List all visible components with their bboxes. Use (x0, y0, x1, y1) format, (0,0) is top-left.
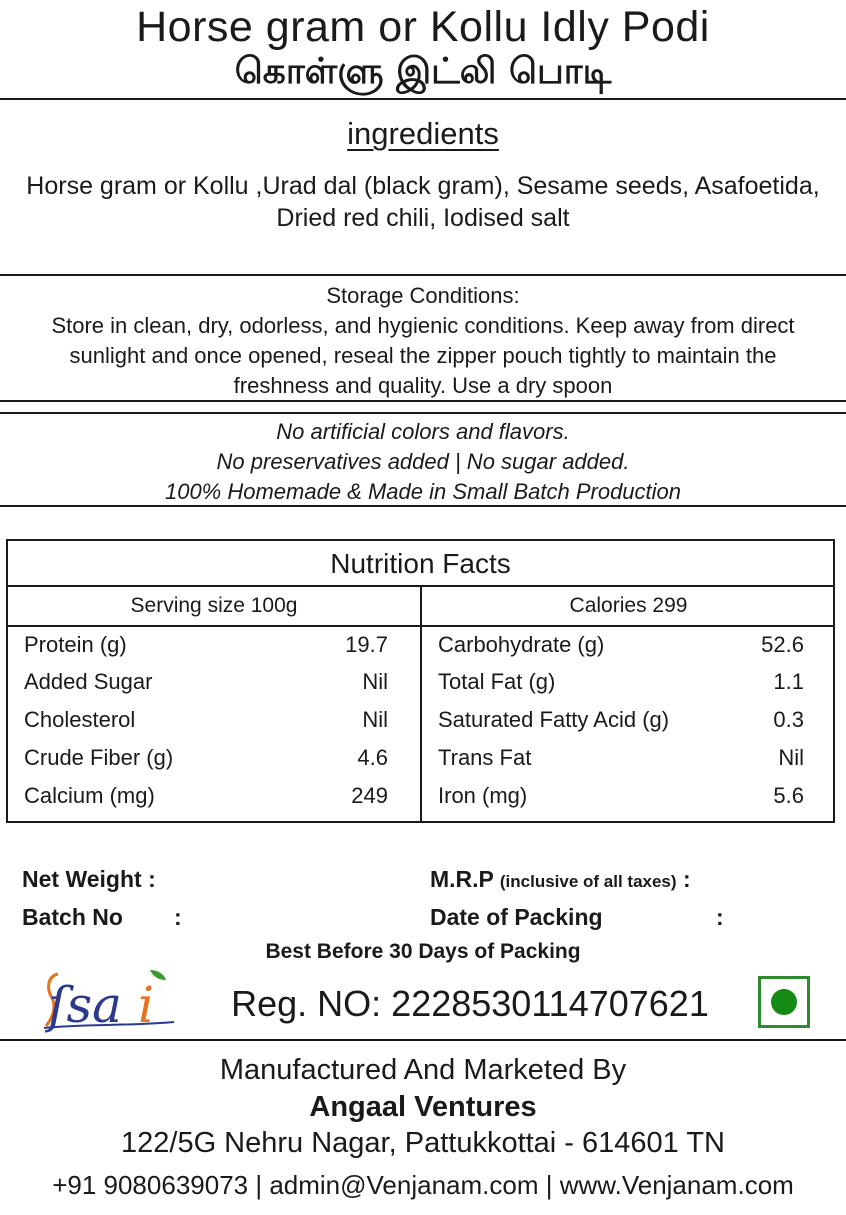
serving-size: Serving size 100g (130, 594, 298, 617)
nutrient-value: 5.6 (773, 783, 804, 808)
mrp-note: (inclusive of all taxes) (499, 872, 677, 891)
nutrient-row (438, 778, 804, 814)
claim-line: 100% Homemade & Made in Small Batch Production (164, 479, 682, 504)
nutrient-label: Total Fat (g) (438, 669, 556, 694)
batch-no-label: Batch No (22, 904, 123, 930)
nutrient-label: Crude Fiber (g) (24, 745, 174, 770)
product-title-tamil: கொள்ளு இட்லி பொடி (234, 51, 612, 92)
nutrient-label: Trans Fat (438, 745, 532, 770)
nutrient-value: Nil (362, 669, 388, 694)
nutrient-label: Added Sugar (24, 669, 153, 694)
nutrient-value: 52.6 (761, 632, 804, 657)
manufacturer-name: Angaal Ventures (309, 1091, 537, 1123)
nutrient-value: Nil (362, 707, 388, 732)
manufacturer-address: 122/5G Nehru Nagar, Pattukkottai - 614601 TN (121, 1127, 725, 1159)
nutrient-row (24, 740, 388, 776)
veg-mark-icon (758, 976, 810, 1028)
mrp-colon: : (682, 866, 691, 892)
storage-heading: Storage Conditions: (326, 283, 520, 308)
nutrient-label: Saturated Fatty Acid (g) (438, 707, 670, 732)
svg-text:ſsa: ſsa (48, 976, 122, 1034)
date-of-packing-colon: : (716, 904, 724, 930)
nutrient-value: 19.7 (345, 632, 388, 657)
nutrient-label: Calcium (mg) (24, 783, 155, 808)
fssai-reg-number: Reg. NO: 22285301147076​21 (231, 983, 709, 1024)
product-claims (0, 417, 846, 507)
nutrient-value: Nil (778, 745, 804, 770)
fssai-logo (40, 968, 180, 1034)
divider (0, 274, 846, 276)
date-of-packing-label: Date of Packing (430, 904, 603, 930)
nutrient-label: Carbohydrate (g) (438, 632, 605, 657)
divider (0, 412, 846, 414)
svg-text:i: i (138, 976, 154, 1034)
manufacturer-heading: Manufactured And Marketed By (219, 1054, 627, 1086)
nutrient-label: Iron (mg) (438, 783, 528, 808)
nutrient-label: Cholesterol (24, 707, 136, 732)
net-weight-label: Net Weight : (22, 866, 156, 892)
calories: Calories 299 (569, 594, 688, 617)
nutrient-value: 249 (351, 783, 388, 808)
nutrient-label: Protein (g) (24, 632, 127, 657)
divider (0, 505, 846, 507)
nutrient-row (438, 627, 804, 663)
divider (0, 1039, 846, 1041)
claim-line: No preservatives added | No sugar added. (216, 449, 630, 474)
nutrition-facts-table (6, 539, 835, 823)
nutrient-row (24, 627, 388, 663)
best-before: Best Before 30 Days of Packing (265, 940, 581, 963)
nutrient-row (24, 664, 388, 700)
divider (0, 98, 846, 100)
mrp-label (430, 864, 691, 897)
ingredients-heading: ingredients (347, 116, 499, 151)
manufacturer-contact: +91 9080639073 | admin@Venjanam.com | www.Venjanam.com (52, 1170, 794, 1200)
veg-dot (771, 989, 797, 1015)
storage-text: Store in clean, dry, odorless, and hygienic conditions. Keep away from direct sunlight and once opened, reseal the zipper pouch tightly to maintain the freshness and quality. Use a dry spoon (51, 313, 795, 398)
batch-no-colon: : (174, 904, 182, 930)
nutrient-row (24, 702, 388, 738)
nutrient-value: 0.3 (773, 707, 804, 732)
nutrient-row (24, 778, 388, 814)
nutrient-row (438, 702, 804, 738)
mrp-label-text: M.R.P (430, 866, 494, 892)
ingredients-text: Horse gram or Kollu ,Urad dal (black gram), Sesame seeds, Asafoetida, Dried red chili, Iodised salt (26, 172, 820, 232)
fssai-logo-icon (40, 968, 180, 1034)
product-title: Horse gram or Kollu Idly Podi (136, 3, 710, 51)
nutrient-value: 1.1 (773, 669, 804, 694)
claim-line: No artificial colors and flavors. (276, 419, 570, 444)
nutrition-facts-title: Nutrition Facts (8, 541, 833, 587)
divider (0, 400, 846, 402)
nutrient-row (438, 740, 804, 776)
nutrient-row (438, 664, 804, 700)
nutrient-value: 4.6 (357, 745, 388, 770)
